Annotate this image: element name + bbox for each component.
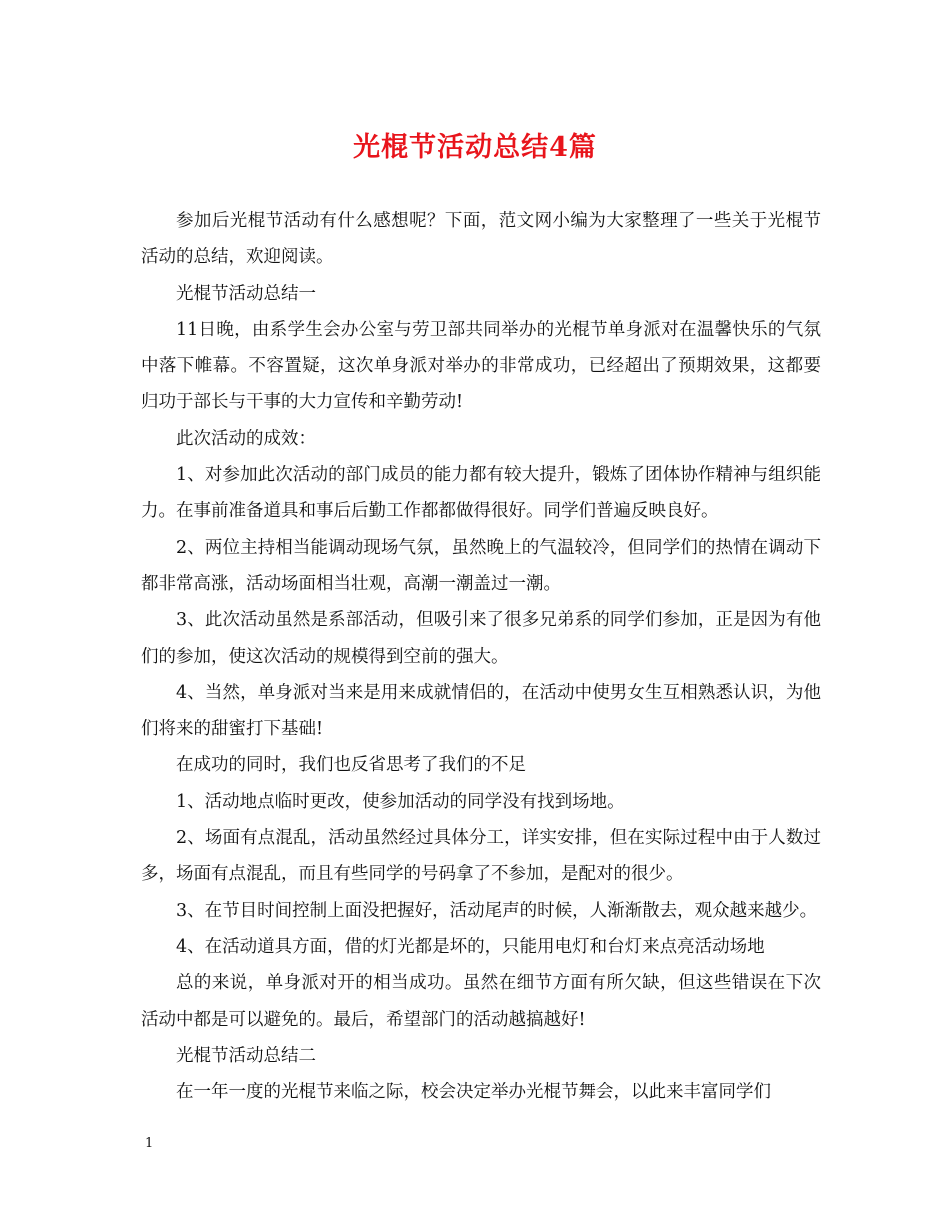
- section-heading-1: 光棍节活动总结一: [176, 283, 316, 304]
- list-item: 3、在节目时间控制上面没把握好，活动尾声的时候，人渐渐散去，观众越来越少。: [176, 900, 818, 921]
- list-item: 2、两位主持相当能调动现场气氛，虽然晚上的气温较冷，但同学们的热情在调动下都非常高涨，活动场面相当壮观，高潮一潮盖过一潮。: [141, 537, 821, 594]
- document-title: 光棍节活动总结4篇: [353, 132, 597, 163]
- paragraph: 11日晚，由系学生会办公室与劳卫部共同举办的光棍节单身派对在温馨快乐的气氛中落下帷幕。不容置疑，这次单身派对举办的非常成功，已经超出了预期效果，这都要归功于部长与干事的大力宣传和辛勤劳动!: [141, 319, 821, 413]
- page-number: 1: [145, 1136, 154, 1151]
- paragraph: 总的来说，单身派对开的相当成功。虽然在细节方面有所欠缺，但这些错误在下次活动中都是可以避免的。最后，希望部门的活动越搞越好!: [141, 973, 821, 1030]
- paragraph: 此次活动的成效：: [176, 428, 316, 449]
- paragraph-intro: 参加后光棍节活动有什么感想呢？下面，范文网小编为大家整理了一些关于光棍节活动的总结，欢迎阅读。: [141, 211, 821, 268]
- paragraph: 在成功的同时，我们也反省思考了我们的不足: [176, 755, 526, 776]
- list-item: 4、在活动道具方面，借的灯光都是坏的，只能用电灯和台灯来点亮活动场地: [176, 936, 765, 957]
- section-heading-2: 光棍节活动总结二: [176, 1045, 316, 1066]
- list-item: 1、对参加此次活动的部门成员的能力都有较大提升，锻炼了团体协作精神与组织能力。在事前准备道具和事后后勤工作都都做得很好。同学们普遍反映良好。: [141, 465, 821, 522]
- document-body: [141, 203, 821, 1110]
- list-item: 3、此次活动虽然是系部活动，但吸引来了很多兄弟系的同学们参加，正是因为有他们的参加，使这次活动的规模得到空前的强大。: [141, 610, 821, 667]
- list-item: 2、场面有点混乱，活动虽然经过具体分工，详实安排，但在实际过程中由于人数过多，场面有点混乱，而且有些同学的号码拿了不参加，是配对的很少。: [141, 828, 821, 885]
- paragraph: 在一年一度的光棍节来临之际，校会决定举办光棍节舞会，以此来丰富同学们: [176, 1082, 771, 1103]
- list-item: 1、活动地点临时更改，使参加活动的同学没有找到场地。: [176, 791, 625, 812]
- list-item: 4、当然，单身派对当来是用来成就情侣的，在活动中使男女生互相熟悉认识，为他们将来的甜蜜打下基础!: [141, 682, 821, 740]
